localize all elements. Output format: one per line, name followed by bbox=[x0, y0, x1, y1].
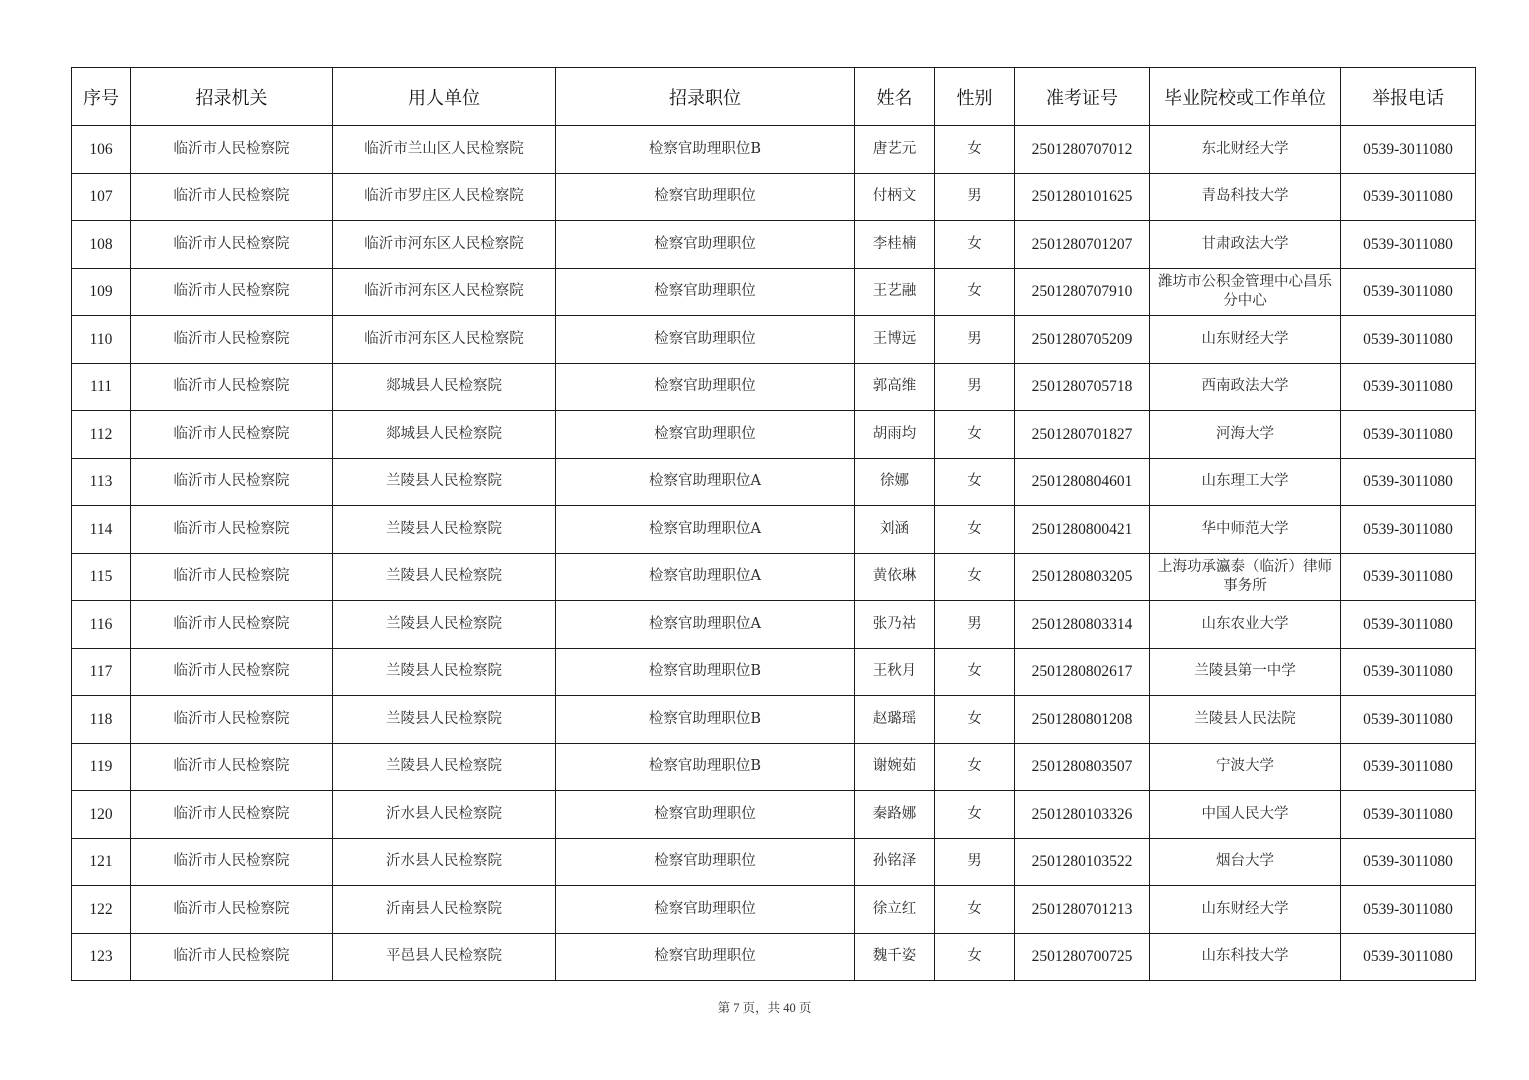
cell-recruiting-agency: 临沂市人民检察院 bbox=[131, 933, 333, 981]
cell-employing-unit: 兰陵县人民检察院 bbox=[333, 743, 556, 791]
cell-name: 胡雨均 bbox=[855, 411, 935, 459]
cell-serial-number: 118 bbox=[72, 696, 131, 744]
table-row bbox=[72, 886, 1476, 934]
table-row bbox=[72, 553, 1476, 601]
cell-admission-ticket: 2501280705209 bbox=[1015, 316, 1150, 364]
cell-school-or-employer: 兰陵县第一中学 bbox=[1150, 648, 1341, 696]
cell-report-phone: 0539-3011080 bbox=[1341, 886, 1476, 934]
cell-position: 检察官助理职位 bbox=[556, 221, 855, 269]
cell-school-or-employer: 西南政法大学 bbox=[1150, 363, 1341, 411]
cell-report-phone: 0539-3011080 bbox=[1341, 221, 1476, 269]
cell-admission-ticket: 2501280803314 bbox=[1015, 601, 1150, 649]
table-row bbox=[72, 268, 1476, 316]
cell-recruiting-agency: 临沂市人民检察院 bbox=[131, 506, 333, 554]
cell-recruiting-agency: 临沂市人民检察院 bbox=[131, 316, 333, 364]
cell-serial-number: 114 bbox=[72, 506, 131, 554]
table-body bbox=[72, 126, 1476, 981]
cell-name: 谢婉茹 bbox=[855, 743, 935, 791]
cell-position: 检察官助理职位 bbox=[556, 886, 855, 934]
cell-admission-ticket: 2501280701207 bbox=[1015, 221, 1150, 269]
cell-serial-number: 120 bbox=[72, 791, 131, 839]
cell-school-or-employer: 烟台大学 bbox=[1150, 838, 1341, 886]
table-row bbox=[72, 221, 1476, 269]
cell-gender: 女 bbox=[935, 411, 1015, 459]
header-serial-number: 序号 bbox=[72, 68, 131, 126]
cell-admission-ticket: 2501280103326 bbox=[1015, 791, 1150, 839]
cell-employing-unit: 沂南县人民检察院 bbox=[333, 886, 556, 934]
header-employing-unit: 用人单位 bbox=[333, 68, 556, 126]
cell-recruiting-agency: 临沂市人民检察院 bbox=[131, 221, 333, 269]
cell-recruiting-agency: 临沂市人民检察院 bbox=[131, 173, 333, 221]
cell-employing-unit: 沂水县人民检察院 bbox=[333, 838, 556, 886]
cell-name: 张乃祜 bbox=[855, 601, 935, 649]
cell-admission-ticket: 2501280800421 bbox=[1015, 506, 1150, 554]
cell-name: 李桂楠 bbox=[855, 221, 935, 269]
cell-name: 王秋月 bbox=[855, 648, 935, 696]
cell-admission-ticket: 2501280803205 bbox=[1015, 553, 1150, 601]
header-report-phone: 举报电话 bbox=[1341, 68, 1476, 126]
cell-report-phone: 0539-3011080 bbox=[1341, 173, 1476, 221]
cell-position: 检察官助理职位A bbox=[556, 458, 855, 506]
cell-recruiting-agency: 临沂市人民检察院 bbox=[131, 791, 333, 839]
cell-position: 检察官助理职位A bbox=[556, 506, 855, 554]
cell-admission-ticket: 2501280700725 bbox=[1015, 933, 1150, 981]
cell-recruiting-agency: 临沂市人民检察院 bbox=[131, 696, 333, 744]
cell-serial-number: 106 bbox=[72, 126, 131, 174]
cell-name: 黄依琳 bbox=[855, 553, 935, 601]
cell-school-or-employer: 山东理工大学 bbox=[1150, 458, 1341, 506]
cell-name: 孙铭泽 bbox=[855, 838, 935, 886]
header-position: 招录职位 bbox=[556, 68, 855, 126]
cell-serial-number: 123 bbox=[72, 933, 131, 981]
cell-gender: 女 bbox=[935, 886, 1015, 934]
cell-name: 郭高维 bbox=[855, 363, 935, 411]
header-school-or-employer: 毕业院校或工作单位 bbox=[1150, 68, 1341, 126]
cell-gender: 女 bbox=[935, 648, 1015, 696]
cell-school-or-employer: 山东农业大学 bbox=[1150, 601, 1341, 649]
cell-school-or-employer: 兰陵县人民法院 bbox=[1150, 696, 1341, 744]
cell-position: 检察官助理职位A bbox=[556, 601, 855, 649]
cell-gender: 女 bbox=[935, 126, 1015, 174]
cell-admission-ticket: 2501280701213 bbox=[1015, 886, 1150, 934]
cell-employing-unit: 临沂市罗庄区人民检察院 bbox=[333, 173, 556, 221]
table-row bbox=[72, 696, 1476, 744]
table-row bbox=[72, 601, 1476, 649]
cell-admission-ticket: 2501280707910 bbox=[1015, 268, 1150, 316]
cell-admission-ticket: 2501280803507 bbox=[1015, 743, 1150, 791]
cell-admission-ticket: 2501280103522 bbox=[1015, 838, 1150, 886]
cell-position: 检察官助理职位 bbox=[556, 933, 855, 981]
cell-report-phone: 0539-3011080 bbox=[1341, 268, 1476, 316]
recruitment-table bbox=[71, 67, 1476, 981]
table-header bbox=[72, 68, 1476, 126]
table-row bbox=[72, 791, 1476, 839]
cell-position: 检察官助理职位 bbox=[556, 411, 855, 459]
cell-serial-number: 109 bbox=[72, 268, 131, 316]
cell-position: 检察官助理职位 bbox=[556, 838, 855, 886]
cell-gender: 女 bbox=[935, 458, 1015, 506]
cell-position: 检察官助理职位 bbox=[556, 173, 855, 221]
cell-serial-number: 112 bbox=[72, 411, 131, 459]
cell-report-phone: 0539-3011080 bbox=[1341, 696, 1476, 744]
cell-serial-number: 107 bbox=[72, 173, 131, 221]
cell-name: 魏千姿 bbox=[855, 933, 935, 981]
cell-report-phone: 0539-3011080 bbox=[1341, 933, 1476, 981]
cell-school-or-employer: 山东财经大学 bbox=[1150, 886, 1341, 934]
cell-position: 检察官助理职位 bbox=[556, 268, 855, 316]
cell-serial-number: 108 bbox=[72, 221, 131, 269]
cell-gender: 女 bbox=[935, 268, 1015, 316]
cell-position: 检察官助理职位 bbox=[556, 791, 855, 839]
cell-recruiting-agency: 临沂市人民检察院 bbox=[131, 411, 333, 459]
cell-employing-unit: 兰陵县人民检察院 bbox=[333, 696, 556, 744]
cell-school-or-employer: 东北财经大学 bbox=[1150, 126, 1341, 174]
cell-gender: 男 bbox=[935, 601, 1015, 649]
table-row bbox=[72, 743, 1476, 791]
cell-employing-unit: 临沂市河东区人民检察院 bbox=[333, 221, 556, 269]
table-row bbox=[72, 933, 1476, 981]
cell-admission-ticket: 2501280705718 bbox=[1015, 363, 1150, 411]
cell-report-phone: 0539-3011080 bbox=[1341, 648, 1476, 696]
table-row bbox=[72, 126, 1476, 174]
cell-gender: 男 bbox=[935, 363, 1015, 411]
cell-report-phone: 0539-3011080 bbox=[1341, 411, 1476, 459]
cell-employing-unit: 临沂市兰山区人民检察院 bbox=[333, 126, 556, 174]
cell-name: 王艺融 bbox=[855, 268, 935, 316]
cell-employing-unit: 临沂市河东区人民检察院 bbox=[333, 268, 556, 316]
table-row bbox=[72, 838, 1476, 886]
cell-recruiting-agency: 临沂市人民检察院 bbox=[131, 743, 333, 791]
cell-employing-unit: 临沂市河东区人民检察院 bbox=[333, 316, 556, 364]
cell-serial-number: 122 bbox=[72, 886, 131, 934]
cell-school-or-employer: 山东财经大学 bbox=[1150, 316, 1341, 364]
cell-recruiting-agency: 临沂市人民检察院 bbox=[131, 458, 333, 506]
cell-name: 赵璐瑶 bbox=[855, 696, 935, 744]
cell-position: 检察官助理职位B bbox=[556, 648, 855, 696]
cell-recruiting-agency: 临沂市人民检察院 bbox=[131, 268, 333, 316]
cell-employing-unit: 郯城县人民检察院 bbox=[333, 411, 556, 459]
cell-serial-number: 110 bbox=[72, 316, 131, 364]
cell-admission-ticket: 2501280802617 bbox=[1015, 648, 1150, 696]
table-row bbox=[72, 363, 1476, 411]
cell-employing-unit: 郯城县人民检察院 bbox=[333, 363, 556, 411]
header-gender: 性别 bbox=[935, 68, 1015, 126]
cell-school-or-employer: 宁波大学 bbox=[1150, 743, 1341, 791]
cell-gender: 男 bbox=[935, 838, 1015, 886]
cell-school-or-employer: 潍坊市公积金管理中心昌乐分中心 bbox=[1150, 268, 1341, 316]
cell-employing-unit: 兰陵县人民检察院 bbox=[333, 458, 556, 506]
cell-position: 检察官助理职位 bbox=[556, 363, 855, 411]
cell-serial-number: 116 bbox=[72, 601, 131, 649]
cell-recruiting-agency: 临沂市人民检察院 bbox=[131, 126, 333, 174]
cell-position: 检察官助理职位B bbox=[556, 126, 855, 174]
cell-report-phone: 0539-3011080 bbox=[1341, 316, 1476, 364]
table-row bbox=[72, 173, 1476, 221]
cell-school-or-employer: 中国人民大学 bbox=[1150, 791, 1341, 839]
cell-gender: 女 bbox=[935, 221, 1015, 269]
cell-school-or-employer: 青岛科技大学 bbox=[1150, 173, 1341, 221]
cell-serial-number: 119 bbox=[72, 743, 131, 791]
cell-gender: 女 bbox=[935, 506, 1015, 554]
cell-name: 秦路娜 bbox=[855, 791, 935, 839]
header-recruiting-agency: 招录机关 bbox=[131, 68, 333, 126]
cell-report-phone: 0539-3011080 bbox=[1341, 838, 1476, 886]
cell-report-phone: 0539-3011080 bbox=[1341, 791, 1476, 839]
cell-admission-ticket: 2501280801208 bbox=[1015, 696, 1150, 744]
cell-report-phone: 0539-3011080 bbox=[1341, 506, 1476, 554]
cell-admission-ticket: 2501280707012 bbox=[1015, 126, 1150, 174]
cell-gender: 女 bbox=[935, 553, 1015, 601]
cell-position: 检察官助理职位A bbox=[556, 553, 855, 601]
cell-name: 付柄文 bbox=[855, 173, 935, 221]
cell-recruiting-agency: 临沂市人民检察院 bbox=[131, 363, 333, 411]
cell-employing-unit: 兰陵县人民检察院 bbox=[333, 506, 556, 554]
cell-recruiting-agency: 临沂市人民检察院 bbox=[131, 886, 333, 934]
cell-report-phone: 0539-3011080 bbox=[1341, 553, 1476, 601]
cell-report-phone: 0539-3011080 bbox=[1341, 458, 1476, 506]
cell-name: 王博远 bbox=[855, 316, 935, 364]
cell-position: 检察官助理职位 bbox=[556, 316, 855, 364]
table-row bbox=[72, 648, 1476, 696]
cell-recruiting-agency: 临沂市人民检察院 bbox=[131, 648, 333, 696]
cell-name: 徐立红 bbox=[855, 886, 935, 934]
cell-school-or-employer: 河海大学 bbox=[1150, 411, 1341, 459]
cell-gender: 女 bbox=[935, 743, 1015, 791]
table-row bbox=[72, 411, 1476, 459]
cell-report-phone: 0539-3011080 bbox=[1341, 363, 1476, 411]
cell-name: 刘涵 bbox=[855, 506, 935, 554]
cell-employing-unit: 兰陵县人民检察院 bbox=[333, 553, 556, 601]
cell-name: 徐娜 bbox=[855, 458, 935, 506]
table-row bbox=[72, 316, 1476, 364]
cell-employing-unit: 沂水县人民检察院 bbox=[333, 791, 556, 839]
cell-gender: 男 bbox=[935, 173, 1015, 221]
cell-school-or-employer: 山东科技大学 bbox=[1150, 933, 1341, 981]
cell-serial-number: 111 bbox=[72, 363, 131, 411]
cell-name: 唐艺元 bbox=[855, 126, 935, 174]
cell-serial-number: 117 bbox=[72, 648, 131, 696]
cell-admission-ticket: 2501280101625 bbox=[1015, 173, 1150, 221]
table-row bbox=[72, 506, 1476, 554]
cell-employing-unit: 平邑县人民检察院 bbox=[333, 933, 556, 981]
cell-employing-unit: 兰陵县人民检察院 bbox=[333, 648, 556, 696]
header-row bbox=[72, 68, 1476, 126]
cell-recruiting-agency: 临沂市人民检察院 bbox=[131, 553, 333, 601]
table-row bbox=[72, 458, 1476, 506]
cell-admission-ticket: 2501280804601 bbox=[1015, 458, 1150, 506]
cell-recruiting-agency: 临沂市人民检察院 bbox=[131, 601, 333, 649]
cell-school-or-employer: 甘肃政法大学 bbox=[1150, 221, 1341, 269]
header-name: 姓名 bbox=[855, 68, 935, 126]
cell-report-phone: 0539-3011080 bbox=[1341, 743, 1476, 791]
cell-admission-ticket: 2501280701827 bbox=[1015, 411, 1150, 459]
cell-serial-number: 113 bbox=[72, 458, 131, 506]
cell-recruiting-agency: 临沂市人民检察院 bbox=[131, 838, 333, 886]
header-admission-ticket: 准考证号 bbox=[1015, 68, 1150, 126]
cell-report-phone: 0539-3011080 bbox=[1341, 601, 1476, 649]
cell-position: 检察官助理职位B bbox=[556, 696, 855, 744]
cell-position: 检察官助理职位B bbox=[556, 743, 855, 791]
cell-serial-number: 121 bbox=[72, 838, 131, 886]
page-number-footer: 第 7 页，共 40 页 bbox=[717, 1001, 812, 1015]
cell-gender: 女 bbox=[935, 696, 1015, 744]
cell-gender: 女 bbox=[935, 933, 1015, 981]
cell-gender: 女 bbox=[935, 791, 1015, 839]
cell-employing-unit: 兰陵县人民检察院 bbox=[333, 601, 556, 649]
cell-school-or-employer: 华中师范大学 bbox=[1150, 506, 1341, 554]
cell-gender: 男 bbox=[935, 316, 1015, 364]
cell-serial-number: 115 bbox=[72, 553, 131, 601]
cell-school-or-employer: 上海功承瀛泰（临沂）律师事务所 bbox=[1150, 553, 1341, 601]
cell-report-phone: 0539-3011080 bbox=[1341, 126, 1476, 174]
